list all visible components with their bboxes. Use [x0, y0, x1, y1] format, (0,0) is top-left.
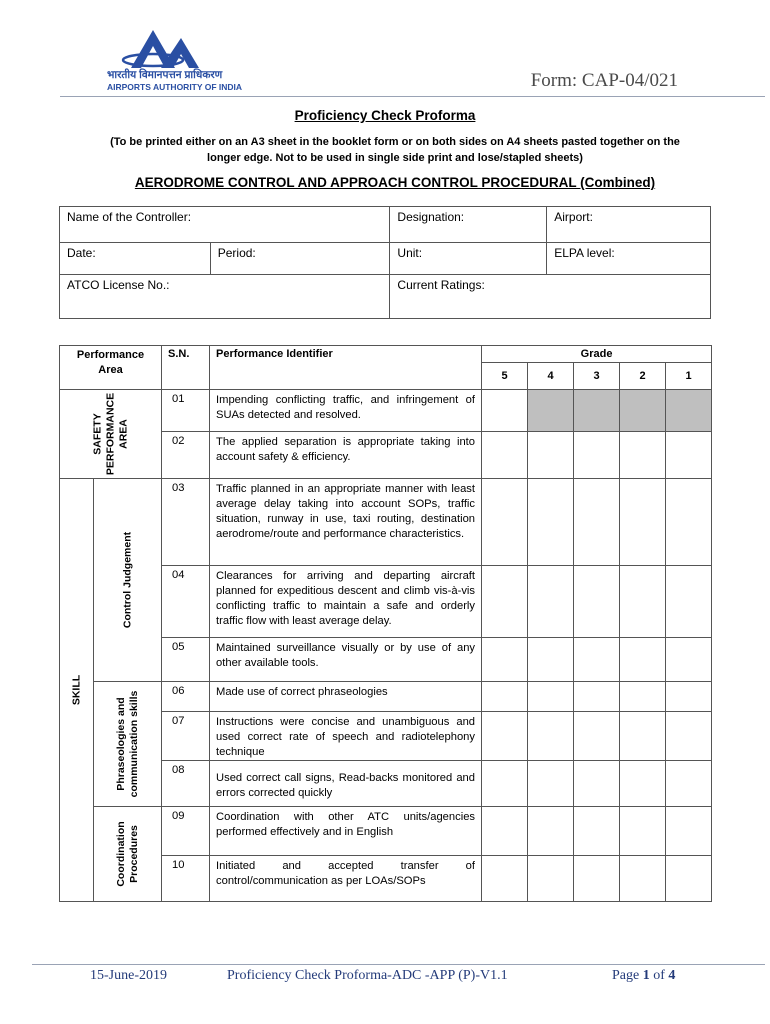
- header-divider: [60, 96, 765, 97]
- print-note-line-1: (To be printed either on an A3 sheet in the booklet form or on both sides on A4 sheets pasted together on the: [110, 136, 680, 148]
- grade-cell[interactable]: [620, 712, 666, 761]
- page-current: 1: [642, 968, 650, 983]
- grade-cell[interactable]: [482, 390, 528, 432]
- sub-phraseology-label: Phraseologies and communication skills: [114, 690, 140, 798]
- grade-cell[interactable]: [620, 638, 666, 682]
- col-performance-identifier: Performance Identifier: [210, 346, 482, 390]
- grade-cell[interactable]: [620, 479, 666, 566]
- footer-page-number: [612, 968, 675, 984]
- org-hindi-name: भारतीय विमानपत्तन प्राधिकरण: [107, 69, 223, 81]
- section-subtitle: AERODROME CONTROL AND APPROACH CONTROL PROCEDURAL (Combined): [134, 175, 656, 190]
- grade-cell-shaded: [528, 390, 574, 432]
- grade-cell[interactable]: [620, 566, 666, 638]
- license-number-field[interactable]: ATCO License No.:: [60, 275, 390, 319]
- sub-coordination-label: Coordination Procedures: [114, 821, 140, 887]
- table-row: [60, 479, 712, 566]
- current-ratings-field[interactable]: Current Ratings:: [390, 275, 711, 319]
- grade-cell[interactable]: [482, 682, 528, 712]
- col-performance-area: Performance Area: [60, 346, 162, 390]
- print-note: [95, 134, 695, 166]
- sn-cell: 04: [162, 566, 210, 638]
- grade-cell-shaded: [666, 390, 712, 432]
- sub-control-judgement-cell: [94, 479, 162, 682]
- airport-field[interactable]: Airport:: [547, 207, 711, 243]
- performance-table: [59, 345, 712, 902]
- grade-cell[interactable]: [574, 566, 620, 638]
- grade-cell[interactable]: [666, 712, 712, 761]
- grade-cell[interactable]: [528, 566, 574, 638]
- grade-cell[interactable]: [620, 682, 666, 712]
- unit-field[interactable]: Unit:: [390, 243, 547, 275]
- grade-cell[interactable]: [482, 807, 528, 856]
- grade-cell[interactable]: [574, 432, 620, 479]
- footer-date: 15-June-2019: [90, 968, 167, 983]
- grade-cell[interactable]: [574, 479, 620, 566]
- grade-cell[interactable]: [574, 761, 620, 807]
- grade-cell[interactable]: [574, 638, 620, 682]
- identifier-cell: Instructions were concise and unambiguous and used correct rate of speech and radiotelephony technique: [210, 712, 482, 761]
- period-field[interactable]: Period:: [210, 243, 390, 275]
- grade-cell[interactable]: [528, 638, 574, 682]
- grade-cell[interactable]: [574, 682, 620, 712]
- col-sn: S.N.: [162, 346, 210, 390]
- sub-phraseology-cell: [94, 682, 162, 807]
- grade-cell[interactable]: [528, 712, 574, 761]
- page-total: 4: [668, 968, 676, 983]
- grade-cell[interactable]: [528, 682, 574, 712]
- table-row: [60, 682, 712, 712]
- sn-cell: 02: [162, 432, 210, 479]
- table-row: [60, 390, 712, 432]
- identifier-cell: Made use of correct phraseologies: [210, 682, 482, 712]
- sn-cell: 10: [162, 856, 210, 902]
- grade-cell[interactable]: [666, 479, 712, 566]
- page-of: of: [649, 968, 669, 983]
- grade-cell[interactable]: [620, 856, 666, 902]
- grade-cell[interactable]: [482, 761, 528, 807]
- identifier-cell: Maintained surveillance visually or by use of any other available tools.: [210, 638, 482, 682]
- footer-divider: [32, 964, 765, 965]
- grade-cell[interactable]: [666, 856, 712, 902]
- area-safety-label: SAFETY PERFORMANCE AREA: [91, 392, 129, 476]
- controller-info-table: [59, 206, 711, 319]
- identifier-cell: Clearances for arriving and departing aircraft planned for expeditious descent and climb vis-à-vis conflicting traffic to maintain a safe and orderly traffic flow with least average delay.: [210, 566, 482, 638]
- grade-cell[interactable]: [666, 682, 712, 712]
- sn-cell: 09: [162, 807, 210, 856]
- page-title: Proficiency Check Proforma: [294, 108, 476, 123]
- grade-cell[interactable]: [574, 856, 620, 902]
- area-skill-label: SKILL: [70, 674, 82, 706]
- grade-cell[interactable]: [482, 712, 528, 761]
- identifier-cell: Traffic planned in an appropriate manner with least average delay taking into account SOPs, traffic situation, runway in use, taxi routing, destination aerodrome/route and performance characteristics.: [210, 479, 482, 566]
- sn-cell: 08: [162, 761, 210, 807]
- area-safety-cell: [60, 390, 162, 479]
- grade-4-header: 4: [528, 363, 574, 390]
- date-field[interactable]: Date:: [60, 243, 211, 275]
- table-row: [60, 807, 712, 856]
- grade-cell[interactable]: [620, 761, 666, 807]
- grade-cell[interactable]: [528, 479, 574, 566]
- grade-1-header: 1: [666, 363, 712, 390]
- org-english-name: AIRPORTS AUTHORITY OF INDIA: [107, 82, 243, 92]
- elpa-level-field[interactable]: ELPA level:: [547, 243, 711, 275]
- grade-cell[interactable]: [482, 856, 528, 902]
- grade-2-header: 2: [620, 363, 666, 390]
- identifier-cell: The applied separation is appropriate taking into account safety & efficiency.: [210, 432, 482, 479]
- grade-5-header: 5: [482, 363, 528, 390]
- identifier-cell: Initiated and accepted transfer of control/communication as per LOAs/SOPs: [210, 856, 482, 902]
- grade-cell[interactable]: [666, 807, 712, 856]
- grade-cell[interactable]: [666, 761, 712, 807]
- grade-cell[interactable]: [482, 638, 528, 682]
- grade-cell[interactable]: [482, 432, 528, 479]
- grade-3-header: 3: [574, 363, 620, 390]
- sn-cell: 01: [162, 390, 210, 432]
- grade-cell[interactable]: [574, 712, 620, 761]
- grade-cell[interactable]: [528, 761, 574, 807]
- grade-cell[interactable]: [482, 479, 528, 566]
- grade-cell[interactable]: [666, 566, 712, 638]
- grade-cell-shaded: [574, 390, 620, 432]
- footer-doc-id: Proficiency Check Proforma-ADC -APP (P)-V1.1: [227, 968, 508, 983]
- sn-cell: 06: [162, 682, 210, 712]
- grade-cell[interactable]: [528, 807, 574, 856]
- col-grade: Grade: [482, 346, 712, 363]
- identifier-cell: Coordination with other ATC units/agencies performed effectively and in English: [210, 807, 482, 856]
- grade-cell[interactable]: [620, 807, 666, 856]
- grade-cell[interactable]: [574, 807, 620, 856]
- page-prefix: Page: [612, 968, 643, 983]
- identifier-cell: Used correct call signs, Read-backs monitored and errors corrected quickly: [210, 761, 482, 807]
- sub-coordination-cell: [94, 807, 162, 902]
- grade-cell-shaded: [620, 390, 666, 432]
- grade-cell[interactable]: [666, 638, 712, 682]
- aai-logo: [95, 24, 255, 96]
- sn-cell: 07: [162, 712, 210, 761]
- sub-control-judgement-label: Control Judgement: [121, 531, 133, 629]
- controller-name-field[interactable]: Name of the Controller:: [60, 207, 390, 243]
- sn-cell: 05: [162, 638, 210, 682]
- sn-cell: 03: [162, 479, 210, 566]
- form-code: Form: CAP-04/021: [530, 70, 678, 91]
- grade-cell[interactable]: [666, 432, 712, 479]
- area-skill-cell: [60, 479, 94, 902]
- grade-cell[interactable]: [528, 432, 574, 479]
- grade-cell[interactable]: [482, 566, 528, 638]
- designation-field[interactable]: Designation:: [390, 207, 547, 243]
- identifier-cell: Impending conflicting traffic, and infringement of SUAs detected and resolved.: [210, 390, 482, 432]
- grade-cell[interactable]: [528, 856, 574, 902]
- grade-cell[interactable]: [620, 432, 666, 479]
- print-note-line-2: longer edge. Not to be used in single side print and lose/stapled sheets): [207, 152, 583, 164]
